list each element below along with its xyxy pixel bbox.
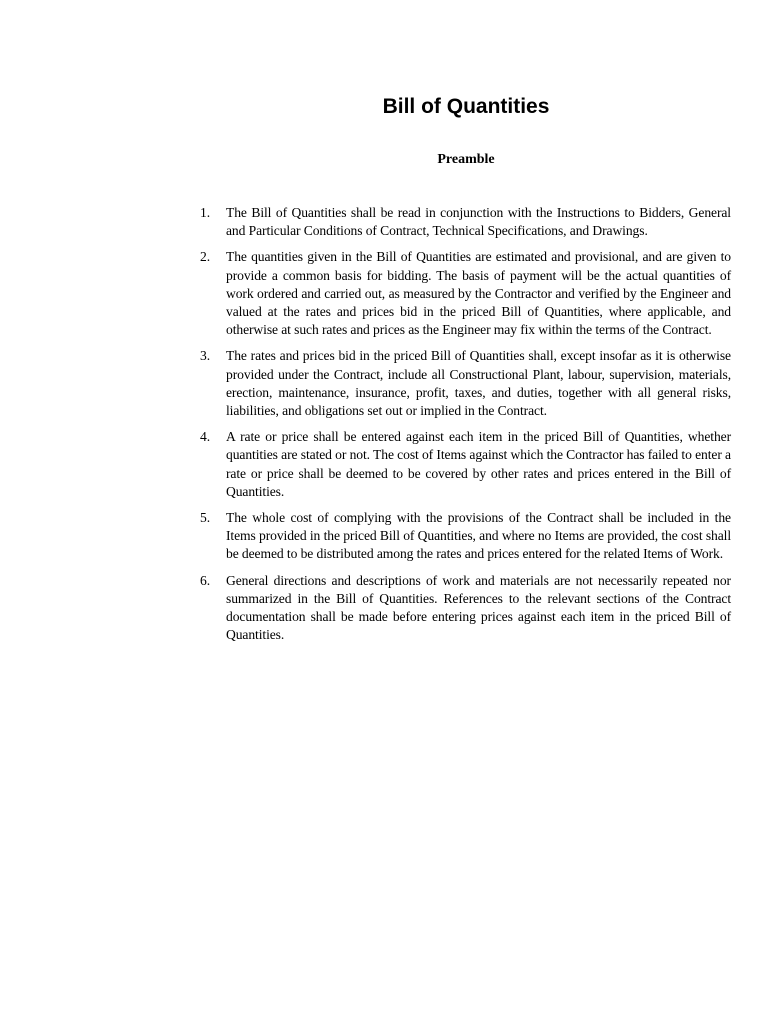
clause-text: The Bill of Quantities shall be read in conjunction with the Instructions to Bidders, General and Particular Conditions of Contract, Technical Specifications, and Drawings. [226, 205, 731, 239]
clause-number: 4. [200, 429, 210, 445]
clause-number: 5. [200, 510, 210, 526]
clause-text: The rates and prices bid in the priced Bill of Quantities shall, except insofar as it is otherwise provided under the Contract, include all Constructional Plant, labour, supervision, materials, erection, maintenance, insurance, profit, taxes, and duties, together with all general risks, liabilities, and obligations set out or implied in the Contract. [226, 348, 731, 419]
clause-number: 6. [200, 572, 210, 588]
clause-item [200, 428, 731, 501]
clause-item [200, 204, 731, 240]
clause-text: General directions and descriptions of work and materials are not necessarily repeated nor summarized in the Bill of Quantities. References to the relevant sections of the Contract documentation shall be made before entering prices against each item in the priced Bill of Quantities. [226, 572, 731, 643]
document-title: Bill of Quantities [382, 95, 550, 118]
clause-text: The whole cost of complying with the provisions of the Contract shall be included in the Items provided in the priced Bill of Quantities, and where no Items are provided, the cost shall be deemed to be distributed among the rates and prices entered for the related Items of Work. [226, 510, 731, 562]
clause-item [200, 248, 731, 339]
clause-item [200, 509, 731, 564]
document-subtitle: Preamble [437, 152, 495, 167]
clause-item [200, 347, 731, 420]
clause-text: A rate or price shall be entered against each item in the priced Bill of Quantities, whether quantities are stated or not. The cost of Items against which the Contractor has failed to enter a rate or price shall be deemed to be covered by other rates and prices entered in the Bill of Quantities. [226, 429, 731, 499]
clause-number: 1. [200, 205, 210, 220]
clause-text: The quantities given in the Bill of Quantities are estimated and provisional, and are given to provide a common basis for bidding. The basis of payment will be the actual quantities of work ordered and carried out, as measured by the Contractor and verified by the Engineer and valued at the rates and prices bid in the priced Bill of Quantities, where applicable, and otherwise at such rates and prices as the Engineer may fix within the terms of the Contract. [226, 249, 731, 338]
clause-number: 3. [200, 348, 210, 364]
clause-item [200, 572, 731, 645]
clause-number: 2. [200, 249, 210, 265]
clause-list [200, 204, 731, 652]
